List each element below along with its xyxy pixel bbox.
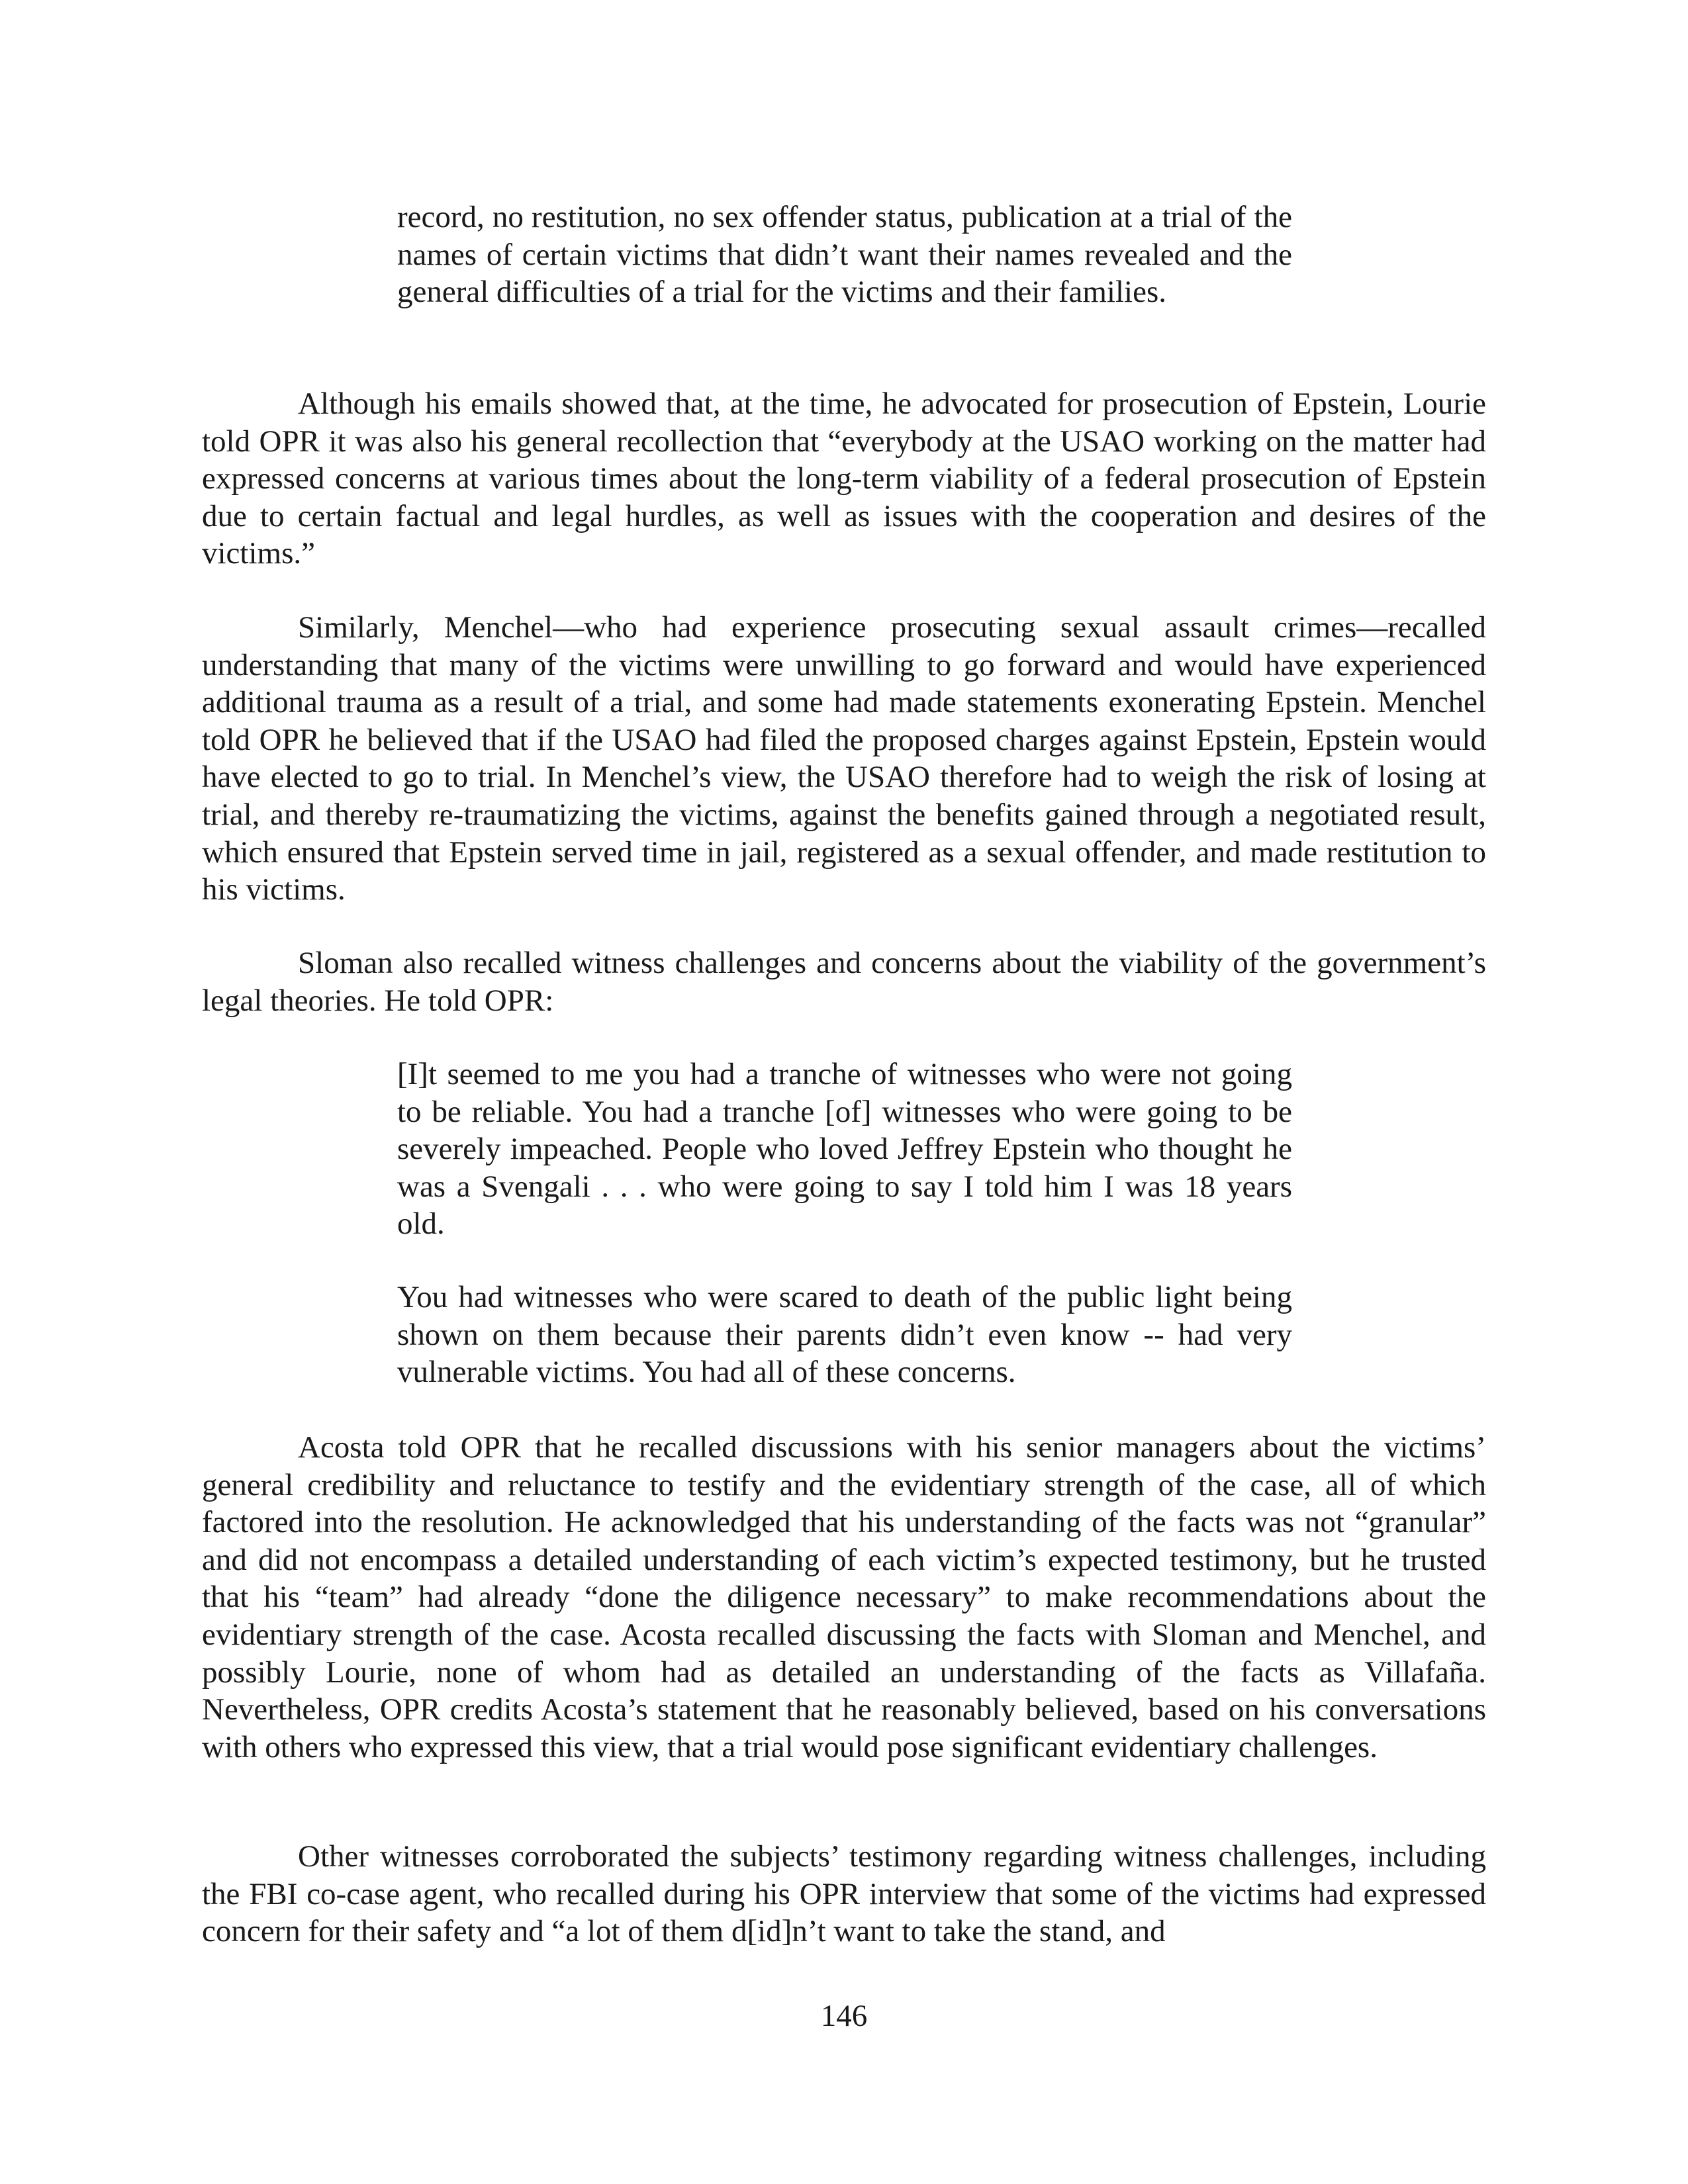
paragraph-other-witnesses: Other witnesses corroborated the subjects’ testimony regarding witness challenges, including the FBI co-case agent, who recalled during his OPR interview that some of the victims had expressed concern for their safety and “a lot of them d[id]n’t want to take the stand, and <box>202 1839 1486 1949</box>
paragraph-sloman: Sloman also recalled witness challenges and concerns about the viability of the government’s legal theories. He told OPR: <box>202 946 1486 1018</box>
paragraph-acosta: Acosta told OPR that he recalled discussions with his senior managers about the victims’ general credibility and reluctance to testify and the evidentiary strength of the case, all of which factored into the resolution. He acknowledged that his understanding of the facts was not “granular” and did not encompass a detailed understanding of each victim’s expected testimony, but he trusted that his “team” had already “done the diligence necessary” to make recommendations about the evidentiary strength of the case. Acosta recalled discussing the facts with Sloman and Menchel, and possibly Lourie, none of whom had as detailed an understanding of the facts as Villafaña. Nevertheless, OPR credits Acosta’s statement that he reasonably believed, based on his conversations with others who expressed this view, that a trial would pose significant evidentiary challenges. <box>202 1430 1486 1764</box>
paragraph-menchel: Similarly, Menchel—who had experience prosecuting sexual assault crimes—recalled understanding that many of the victims were unwilling to go forward and would have experienced additional trauma as a result of a trial, and some had made statements exonerating Epstein. Menchel told OPR he believed that if the USAO had filed the proposed charges against Epstein, Epstein would have elected to go to trial. In Menchel’s view, the USAO therefore had to weigh the risk of losing at trial, and thereby re-traumatizing the victims, against the benefits gained through a negotiated result, which ensured that Epstein served time in jail, registered as a sexual offender, and made restitution to his victims. <box>202 610 1486 907</box>
block-quote-continuation: record, no restitution, no sex offender status, publication at a trial of the names of certain victims that didn’t want their names revealed and the general difficulties of a trial for the victims and their families. <box>397 200 1292 310</box>
paragraph-lourie: Although his emails showed that, at the time, he advocated for prosecution of Epstein, Lourie told OPR it was also his general recollection that “everybody at the USAO working on the matter had expressed concerns at various times about the long-term viability of a federal prosecution of Epstein due to certain factual and legal hurdles, as well as issues with the cooperation and desires of the victims.” <box>202 387 1486 571</box>
block-quote-sloman-1: [I]t seemed to me you had a tranche of witnesses who were not going to be reliable. You had a tranche [of] witnesses who were going to be severely impeached. People who loved Jeffrey Epstein who thought he was a Svengali . . . who were going to say I told him I was 18 years old. <box>397 1057 1292 1242</box>
block-quote-sloman-2: You had witnesses who were scared to death of the public light being shown on them because their parents didn’t even know -- had very vulnerable victims. You had all of these concerns. <box>397 1280 1292 1390</box>
page-number: 146 <box>820 1999 868 2033</box>
